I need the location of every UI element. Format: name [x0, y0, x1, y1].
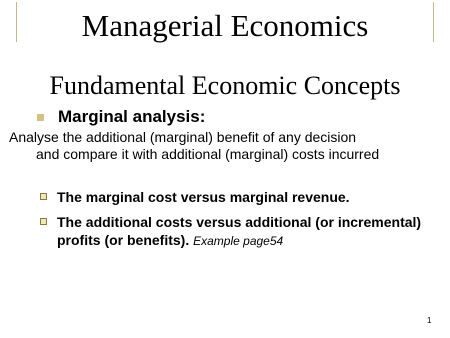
slide-title: Managerial Economics: [81, 8, 369, 43]
checkbox-bullet-icon: [40, 218, 47, 225]
sub-bullet-item: [40, 188, 430, 206]
sub-bullet-text: The additional costs versus additional (or incremental) profits (or benefits).: [57, 214, 422, 248]
square-bullet-icon: [37, 114, 44, 121]
body-paragraph: [9, 129, 419, 163]
sub-bullet-item: [40, 213, 430, 250]
example-reference: Example page54: [193, 234, 284, 248]
page-number: 1: [427, 316, 432, 325]
checkbox-bullet-icon: [40, 193, 47, 200]
paragraph-continuation: and compare it with additional (marginal) costs incurred: [36, 146, 380, 162]
slide-subtitle: Fundamental Economic Concepts: [49, 71, 401, 100]
sub-bullet-text: The marginal cost versus marginal revenue.: [57, 189, 350, 205]
paragraph-first-line: Analyse the additional (marginal) benefit of any decision: [9, 129, 357, 145]
bullet-heading: Marginal analysis:: [58, 107, 206, 126]
bullet-marginal-analysis: [37, 106, 205, 128]
